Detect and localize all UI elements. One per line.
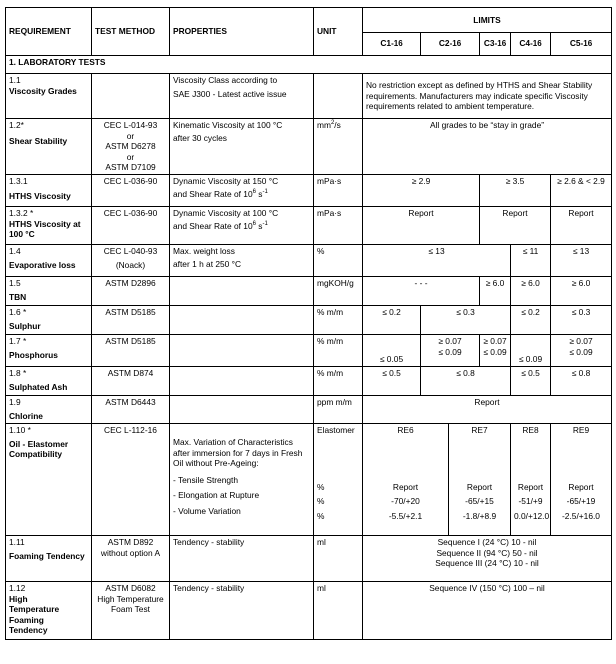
- requirement-cell: 1.6 * Sulphur: [6, 305, 92, 334]
- properties-cell: Max. Variation of Characteristics after immersion for 7 days in Fresh Oil without Pre-Ageing: - Tensile Strength - Elongation at Rupture - Volume Variation: [170, 423, 314, 535]
- method-cell: ASTM D5185: [92, 334, 170, 366]
- method-cell: CEC L-036-90: [92, 174, 170, 206]
- limits-cell: Sequence I (24 °C) 10 - nil Sequence II (94 °C) 50 - nil Sequence III (24 °C) 10 - nil: [363, 535, 612, 581]
- class-c4-header: C4-16: [511, 33, 551, 56]
- method-cell: ASTM D2896: [92, 276, 170, 305]
- table-row: [6, 366, 612, 395]
- properties-cell: Max. weight loss after 1 h at 250 °C: [170, 244, 314, 276]
- limit-c5: ≥ 6.0: [551, 276, 612, 305]
- limit-c5: ≤ 0.3: [551, 305, 612, 334]
- method-cell: CEC L-040-93 (Noack): [92, 244, 170, 276]
- method-cell: CEC L-014-93 or ASTM D6278 or ASTM D7109: [92, 119, 170, 175]
- limit-c2-c3: ≤ 0.3: [421, 305, 511, 334]
- table-row: [6, 276, 612, 305]
- limit-c3-c4: Report: [480, 206, 551, 244]
- unit-cell: % m/m: [314, 334, 363, 366]
- limit-c2: ≥ 0.07 ≤ 0.09: [421, 334, 480, 366]
- limit-c4: ≤ 11: [511, 244, 551, 276]
- requirement-cell: 1.5 TBN: [6, 276, 92, 305]
- requirement-cell: 1.9 Chlorine: [6, 395, 92, 423]
- table-row: [6, 334, 612, 366]
- requirement-cell: 1.2* Shear Stability: [6, 119, 92, 175]
- method-cell: ASTM D6443: [92, 395, 170, 423]
- method-cell: ASTM D892 without option A: [92, 535, 170, 581]
- requirement-cell: 1.3.1 HTHS Viscosity: [6, 174, 92, 206]
- col-header-unit: UNIT: [314, 8, 363, 56]
- unit-cell: ml: [314, 581, 363, 639]
- requirement-cell: 1.12 High Temperature Foaming Tendency: [6, 581, 92, 639]
- col-header-requirement: REQUIREMENT: [6, 8, 92, 56]
- unit-cell: ppm m/m: [314, 395, 363, 423]
- table-row: [6, 244, 612, 276]
- limit-c4: ≤ 0.2: [511, 305, 551, 334]
- properties-cell: Tendency - stability: [170, 581, 314, 639]
- limit-c1-c2: ≥ 2.9: [363, 174, 480, 206]
- properties-cell: [170, 334, 314, 366]
- unit-cell: ml: [314, 535, 363, 581]
- limit-c1-c3: ≤ 13: [363, 244, 511, 276]
- table-row: [6, 206, 612, 244]
- method-cell: [92, 74, 170, 119]
- limit-c1-c2: Report: [363, 206, 480, 244]
- properties-cell: Kinematic Viscosity at 100 °C after 30 cycles: [170, 119, 314, 175]
- class-c3-header: C3-16: [480, 33, 511, 56]
- col-header-properties: PROPERTIES: [170, 8, 314, 56]
- unit-cell: % m/m: [314, 366, 363, 395]
- limit-c4: ≤ 0.5: [511, 366, 551, 395]
- table-row: [6, 395, 612, 423]
- requirement-cell: 1.8 * Sulphated Ash: [6, 366, 92, 395]
- limit-c2-c3: ≤ 0.8: [421, 366, 511, 395]
- limit-c1: ≤ 0.05: [363, 334, 421, 366]
- requirement-cell: 1.7 * Phosphorus: [6, 334, 92, 366]
- limit-c3: ≥ 6.0: [480, 276, 511, 305]
- requirement-cell: 1.4 Evaporative loss: [6, 244, 92, 276]
- method-cell: CEC L-036-90: [92, 206, 170, 244]
- unit-cell: mPa·s: [314, 174, 363, 206]
- class-c1-header: C1-16: [363, 33, 421, 56]
- requirement-cell: 1.11 Foaming Tendency: [6, 535, 92, 581]
- table-row: [6, 305, 612, 334]
- limit-c3: ≥ 0.07 ≤ 0.09: [480, 334, 511, 366]
- properties-cell: Dynamic Viscosity at 150 °C and Shear Rate of $10^6$ $s^{-1}$: [170, 174, 314, 206]
- properties-cell: [170, 305, 314, 334]
- elastomer-re6: RE6 Report -70/+20 -5.5/+2.1: [363, 423, 449, 535]
- limit-c4: ≥ 6.0: [511, 276, 551, 305]
- section-row: [6, 56, 612, 74]
- properties-cell: [170, 366, 314, 395]
- unit-cell: $mm^2/s$: [314, 119, 363, 175]
- properties-cell: Viscosity Class according to SAE J300 - Latest active issue: [170, 74, 314, 119]
- limit-c4: ≤ 0.09: [511, 334, 551, 366]
- limit-c1-c2: - - -: [363, 276, 480, 305]
- limits-cell: No restriction except as defined by HTHS and Shear Stability requirements. Manufacturers may indicate specific Viscosity requirements related to ambient temperature.: [363, 74, 612, 119]
- unit-cell: mPa·s: [314, 206, 363, 244]
- header-row: [6, 8, 612, 33]
- requirement-cell: 1.10 * Oil - Elastomer Compatibility: [6, 423, 92, 535]
- limit-c1: ≤ 0.2: [363, 305, 421, 334]
- requirement-cell: 1.1 Viscosity Grades: [6, 74, 92, 119]
- limits-cell: Sequence IV (150 °C) 100 – nil: [363, 581, 612, 639]
- col-header-limits: LIMITS: [363, 8, 612, 33]
- unit-cell: %: [314, 244, 363, 276]
- class-c5-header: C5-16: [551, 33, 612, 56]
- limit-c5: ≥ 0.07 ≤ 0.09: [551, 334, 612, 366]
- table-row: [6, 535, 612, 581]
- section-title: 1. LABORATORY TESTS: [6, 56, 612, 74]
- limits-cell: All grades to be “stay in grade”: [363, 119, 612, 175]
- limit-c3-c4: ≥ 3.5: [480, 174, 551, 206]
- table-row: [6, 74, 612, 119]
- properties-cell: Dynamic Viscosity at 100 °C and Shear Rate of $10^6$ $s^{-1}$: [170, 206, 314, 244]
- limit-c5: Report: [551, 206, 612, 244]
- elastomer-re7: RE7 Report -65/+15 -1.8/+8.9: [449, 423, 511, 535]
- table-row: [6, 119, 612, 175]
- table-row: [6, 423, 612, 535]
- elastomer-re8: RE8 Report -51/+9 0.0/+12.0: [511, 423, 551, 535]
- unit-cell: Elastomer % % %: [314, 423, 363, 535]
- properties-cell: [170, 395, 314, 423]
- requirement-cell: 1.3.2 * HTHS Viscosity at 100 °C: [6, 206, 92, 244]
- specification-table: [5, 7, 612, 640]
- properties-cell: [170, 276, 314, 305]
- method-cell: ASTM D5185: [92, 305, 170, 334]
- table-row: [6, 581, 612, 639]
- method-cell: ASTM D874: [92, 366, 170, 395]
- limit-c5: ≥ 2.6 & < 2.9: [551, 174, 612, 206]
- elastomer-re9: RE9 Report -65/+19 -2.5/+16.0: [551, 423, 612, 535]
- unit-cell: mgKOH/g: [314, 276, 363, 305]
- unit-cell: [314, 74, 363, 119]
- col-header-test-method: TEST METHOD: [92, 8, 170, 56]
- limit-c5: ≤ 0.8: [551, 366, 612, 395]
- properties-cell: Tendency - stability: [170, 535, 314, 581]
- limit-c1: ≤ 0.5: [363, 366, 421, 395]
- method-cell: ASTM D6082 High Temperature Foam Test: [92, 581, 170, 639]
- class-c2-header: C2-16: [421, 33, 480, 56]
- method-cell: CEC L-112-16: [92, 423, 170, 535]
- table-row: [6, 174, 612, 206]
- limit-c5: ≤ 13: [551, 244, 612, 276]
- unit-cell: % m/m: [314, 305, 363, 334]
- limits-cell: Report: [363, 395, 612, 423]
